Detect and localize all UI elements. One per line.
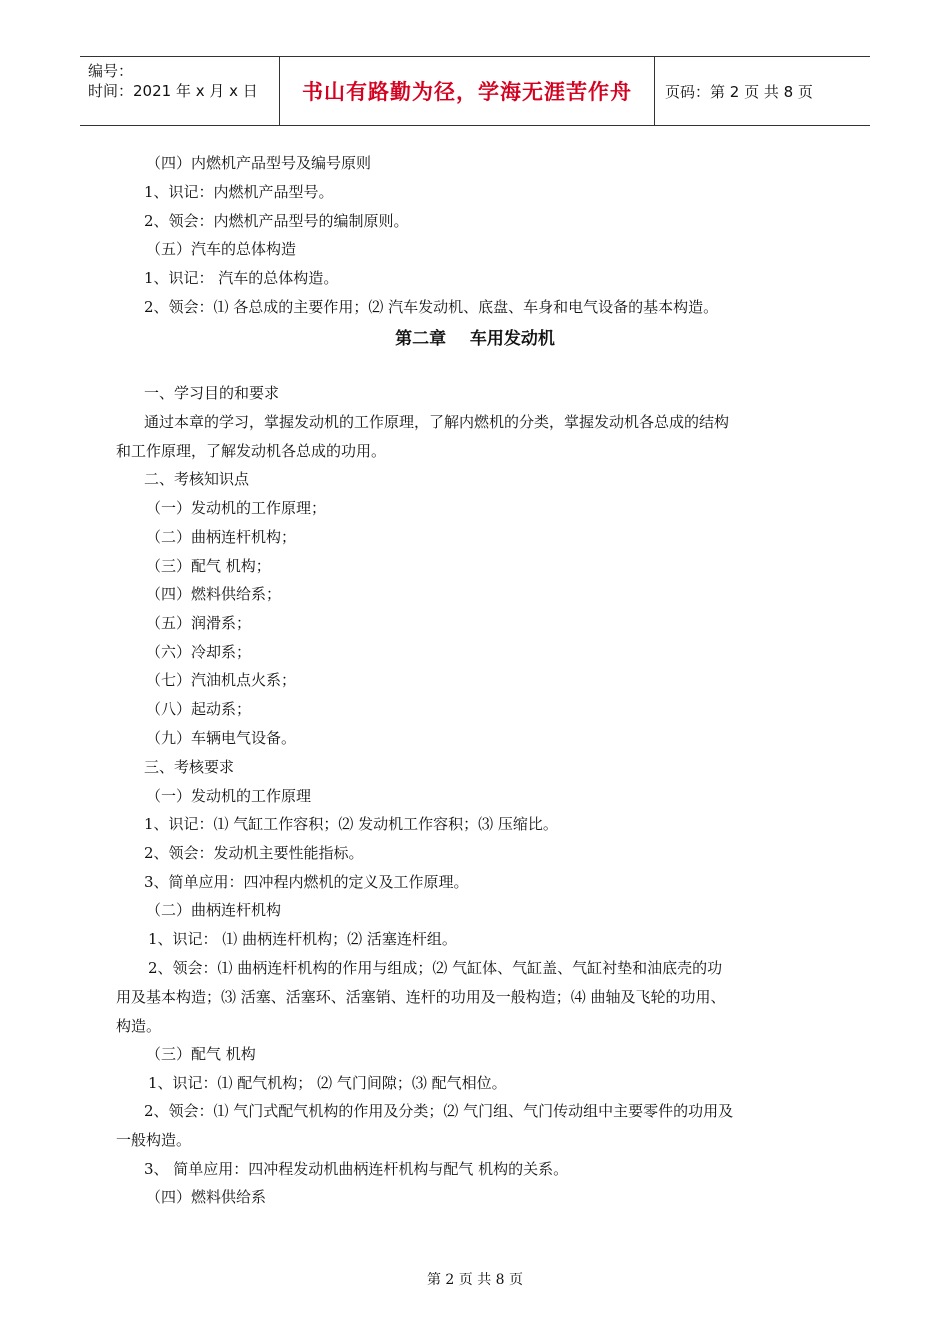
text-line: 2、领会：内燃机产品型号的编制原则。: [144, 212, 409, 230]
text-line: 三、考核要求: [144, 758, 235, 776]
header-meta: [80, 57, 280, 125]
text-line: 1、识记： 汽车的总体构造。: [144, 269, 339, 287]
text-line: 1、识记：⑴ 配气机构； ⑵ 气门间隙；⑶ 配气相位。: [148, 1074, 507, 1092]
text-line: （二）曲柄连杆机构: [146, 901, 282, 919]
text-line: （一）发动机的工作原理: [146, 787, 312, 805]
text-line: 2、领会：⑴ 曲柄连杆机构的作用与组成；⑵ 气缸体、气缸盖、气缸衬垫和油底壳的功: [148, 959, 723, 977]
time-label: 时间：2021 年 x 月 x 日: [88, 82, 258, 100]
text-line: （六）冷却系；: [146, 643, 252, 661]
text-line: （九）车辆电气设备。: [146, 729, 297, 747]
text-line: 一般构造。: [116, 1131, 192, 1149]
page-footer: 第 2 页 共 8 页: [426, 1272, 524, 1288]
text-line: （四）燃料供给系；: [146, 585, 282, 603]
text-line: 通过本章的学习，掌握发动机的工作原理，了解内燃机的分类，掌握发动机各总成的结构: [144, 413, 730, 431]
text-line: （七）汽油机点火系；: [146, 671, 297, 689]
text-line: 3、简单应用：四冲程内燃机的定义及工作原理。: [144, 873, 469, 891]
text-line: （二）曲柄连杆机构；: [146, 528, 297, 546]
text-line: 一、学习目的和要求: [144, 384, 280, 402]
text-line: （四）燃料供给系: [146, 1188, 267, 1206]
text-line: （一）发动机的工作原理；: [146, 499, 327, 517]
text-line: 1、识记： ⑴ 曲柄连杆机构；⑵ 活塞连杆组。: [148, 930, 457, 948]
chapter-title: 第二章 车用发动机: [395, 329, 555, 349]
text-line: 2、领会：发动机主要性能指标。: [144, 844, 364, 862]
text-line: 2、领会：⑴ 各总成的主要作用；⑵ 汽车发动机、底盘、车身和电气设备的基本构造。: [144, 298, 719, 316]
text-line: 1、识记：内燃机产品型号。: [144, 183, 334, 201]
number-label: 编号：: [88, 62, 134, 80]
text-line: 2、领会：⑴ 气门式配气机构的作用及分类；⑵ 气门组、气门传动组中主要零件的功用及: [144, 1102, 734, 1120]
text-line: （五）汽车的总体构造: [146, 240, 297, 258]
text-line: 3、 简单应用：四冲程发动机曲柄连杆机构与配气 机构的关系。: [144, 1160, 569, 1178]
header-motto: 书山有路勤为径，学海无涯苦作舟: [280, 57, 655, 125]
text-line: （四）内燃机产品型号及编号原则: [146, 154, 372, 172]
text-line: （三）配气 机构: [146, 1045, 256, 1063]
header-page-info: 页码：第 2 页 共 8 页: [665, 82, 813, 101]
text-line: （三）配气 机构；: [146, 557, 271, 575]
text-line: 1、识记：⑴ 气缸工作容积；⑵ 发动机工作容积；⑶ 压缩比。: [144, 815, 558, 833]
text-line: 和工作原理，了解发动机各总成的功用。: [116, 442, 387, 460]
page-header: [80, 56, 870, 126]
text-line: （八）起动系；: [146, 700, 252, 718]
text-line: 二、考核知识点: [144, 470, 250, 488]
text-line: 构造。: [116, 1017, 162, 1035]
text-line: （五）润滑系；: [146, 614, 252, 632]
text-line: 用及基本构造；⑶ 活塞、活塞环、活塞销、连杆的功用及一般构造；⑷ 曲轴及飞轮的功用、: [116, 988, 726, 1006]
